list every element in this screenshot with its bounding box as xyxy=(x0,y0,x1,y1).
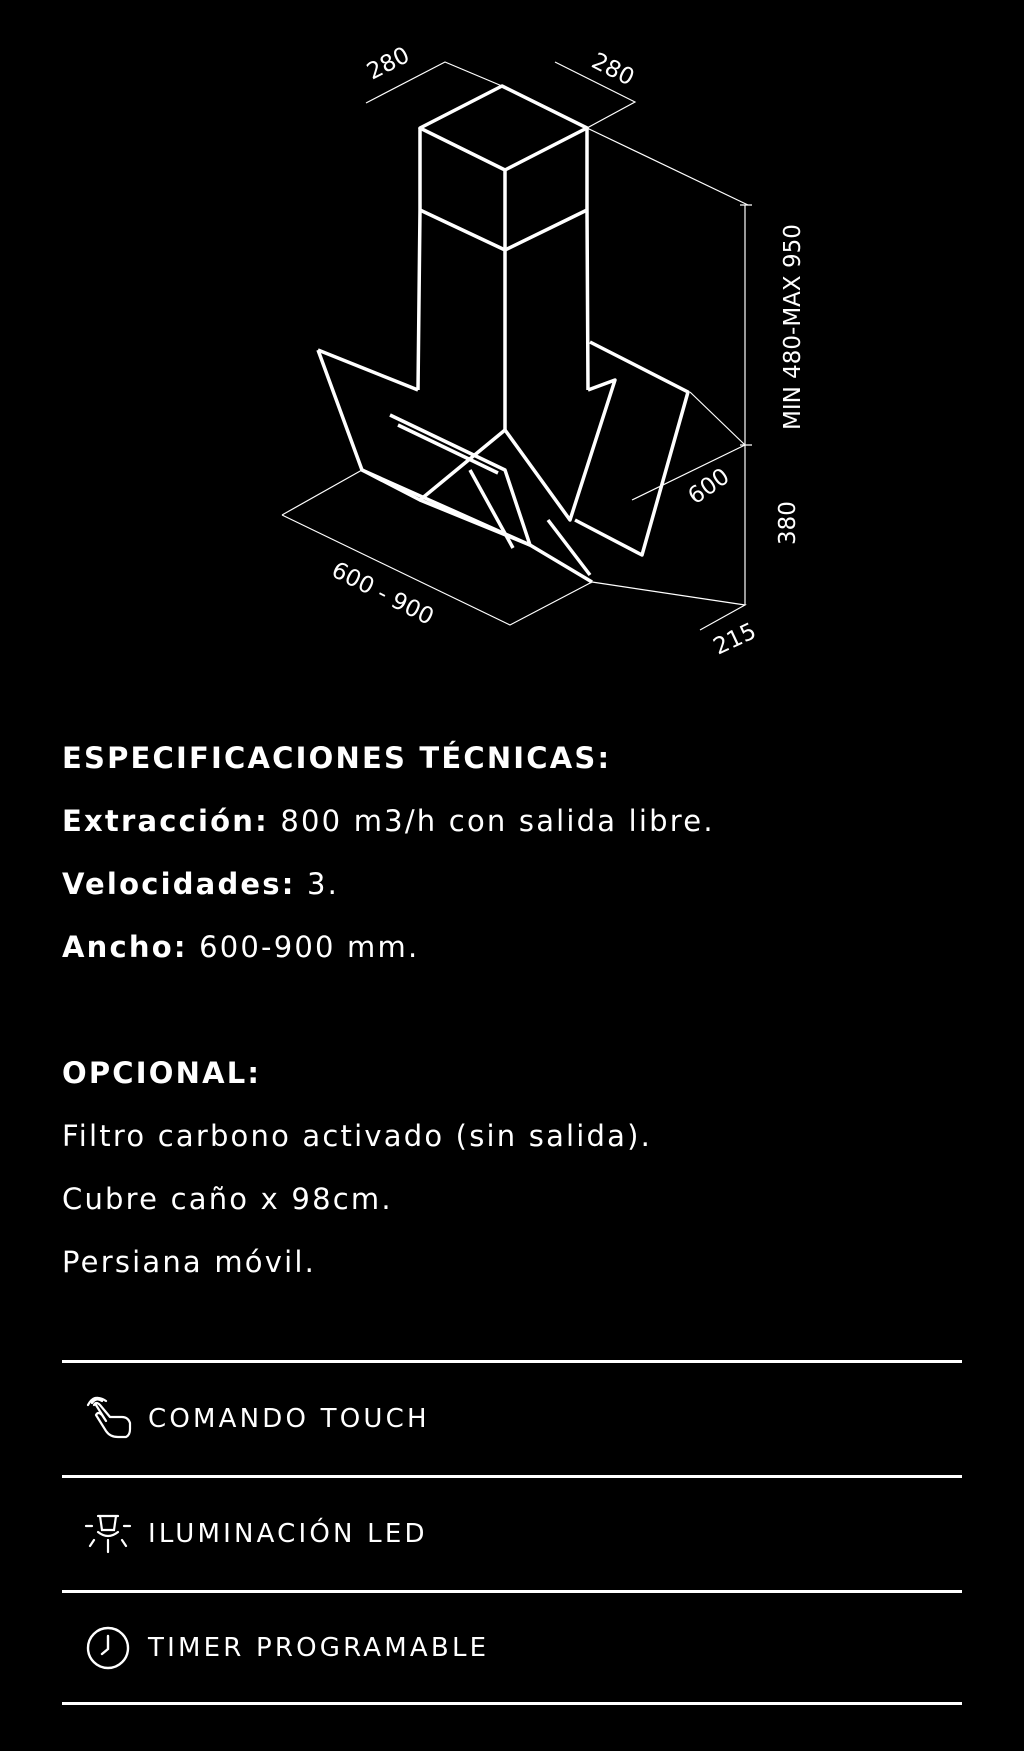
dim-height: MIN 480-MAX 950 xyxy=(780,224,806,430)
speeds-value: 3. xyxy=(295,867,340,901)
width-label: Ancho: xyxy=(62,930,188,964)
width-value: 600-900 mm. xyxy=(187,930,420,964)
dim-top-right: 280 xyxy=(587,48,639,92)
feature-item-timer xyxy=(62,1590,962,1705)
glass-front xyxy=(505,380,615,520)
chimney-lower-edges xyxy=(418,210,588,430)
touch-hand-icon xyxy=(82,1395,134,1443)
extraction-value: 800 m3/h con salida libre. xyxy=(268,804,715,838)
dim-glass-height: 380 xyxy=(775,501,801,545)
hood-dimension-diagram xyxy=(0,0,1024,680)
optional-heading: OPCIONAL: xyxy=(62,1056,262,1090)
chimney-top xyxy=(420,86,587,170)
optional-item: Cubre caño x 98cm. xyxy=(62,1182,393,1216)
dim-depth: 600 xyxy=(683,463,735,510)
features-list xyxy=(62,1360,962,1705)
optional-item: Filtro carbono activado (sin salida). xyxy=(62,1119,653,1153)
canopy-base xyxy=(362,470,592,582)
extraction-label: Extracción: xyxy=(62,804,269,838)
hood-drawing xyxy=(318,86,688,582)
specifications-section xyxy=(62,735,962,1302)
clock-icon xyxy=(82,1624,134,1672)
spacer xyxy=(62,987,962,1050)
feature-item-led xyxy=(62,1475,962,1590)
feature-item-touch xyxy=(62,1360,962,1475)
speeds-label: Velocidades: xyxy=(62,867,296,901)
dim-bottom-depth: 215 xyxy=(709,618,761,661)
extraction-line xyxy=(62,798,962,861)
width-line xyxy=(62,924,962,987)
feature-label-touch: COMANDO TOUCH xyxy=(148,1404,430,1434)
optional-item: Persiana móvil. xyxy=(62,1245,317,1279)
specs-heading: ESPECIFICACIONES TÉCNICAS: xyxy=(62,741,612,775)
dim-width: 600 - 900 xyxy=(327,557,438,631)
feature-label-timer: TIMER PROGRAMABLE xyxy=(148,1632,490,1663)
dimension-lines xyxy=(282,62,752,630)
speeds-line xyxy=(62,861,962,924)
led-lamp-icon xyxy=(82,1510,134,1558)
feature-label-led: ILUMINACIÓN LED xyxy=(148,1519,428,1549)
chimney-upper-edges xyxy=(420,128,587,250)
dim-top-left: 280 xyxy=(362,42,414,86)
